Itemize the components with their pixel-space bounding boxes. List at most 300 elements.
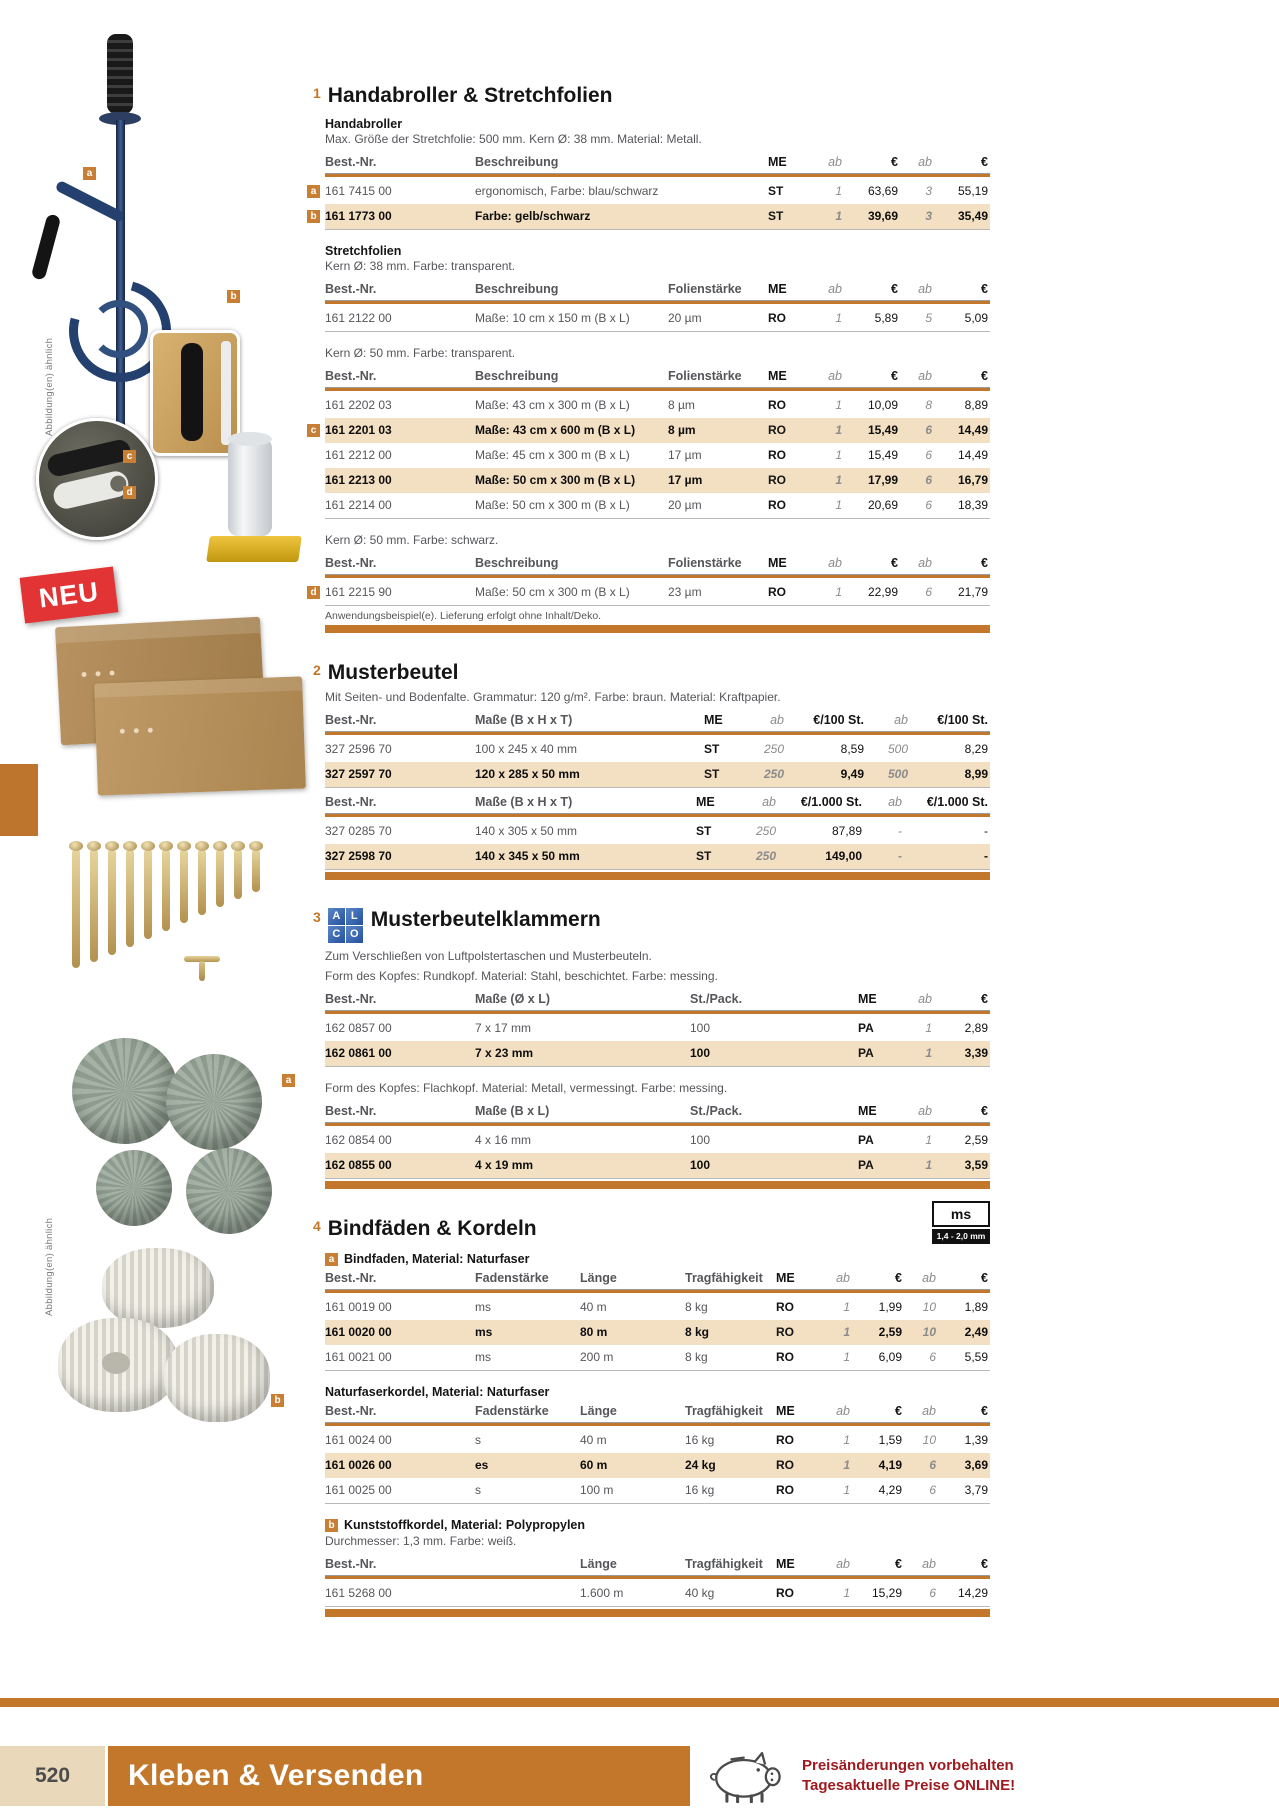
table-header-row xyxy=(325,1401,990,1423)
table-cell: 6 xyxy=(925,498,932,513)
column-header: ME xyxy=(768,556,787,571)
table-cell: 327 2596 70 xyxy=(325,742,392,757)
alco-letter: A xyxy=(328,908,345,925)
ms-badge-range: 1,4 - 2,0 mm xyxy=(932,1229,990,1244)
table-cell: 327 2598 70 xyxy=(325,849,392,864)
price-table xyxy=(325,279,990,332)
table-cell: 161 2122 00 xyxy=(325,311,392,326)
column-header: € xyxy=(891,556,898,571)
table-cell: 161 0019 00 xyxy=(325,1300,392,1315)
table-cell: 1 xyxy=(925,1158,932,1173)
header-rule xyxy=(325,814,990,817)
table-cell: 8 kg xyxy=(685,1325,710,1340)
group-description: Kern Ø: 38 mm. Farbe: transparent. xyxy=(325,259,516,274)
column-header: Fadenstärke xyxy=(475,1271,549,1286)
table-cell: 6 xyxy=(925,473,932,488)
table-row xyxy=(310,418,990,443)
clasp-pin xyxy=(144,850,152,939)
table-cell: 161 2201 03 xyxy=(325,423,392,438)
table-cell: 10,09 xyxy=(867,398,898,413)
header-rule xyxy=(325,575,990,578)
image-marker-d: d xyxy=(123,486,136,499)
table-cell: RO xyxy=(776,1483,794,1498)
section-description: Mit Seiten- und Bodenfalte. Grammatur: 120 g/m². Farbe: braun. Material: Kraftpapier. xyxy=(325,690,781,705)
table-cell: 1 xyxy=(925,1133,932,1148)
table-cell: 8 kg xyxy=(685,1350,708,1365)
column-header: € xyxy=(981,1104,988,1119)
section-title: Handabroller & Stretchfolien xyxy=(327,84,613,107)
table-cell: 18,39 xyxy=(957,498,988,513)
table-row xyxy=(325,1453,990,1478)
column-header: ME xyxy=(858,1104,877,1119)
table-cell: Maße: 43 cm x 300 m (B x L) xyxy=(475,398,630,413)
envelope-front xyxy=(94,676,306,795)
table-cell: - xyxy=(898,824,902,839)
group-description: Max. Größe der Stretchfolie: 500 mm. Kern Ø: 38 mm. Material: Metall. xyxy=(325,132,702,147)
column-header: ab xyxy=(828,282,842,297)
table-cell: 6 xyxy=(929,1458,936,1473)
column-header: ME xyxy=(704,713,723,728)
column-header xyxy=(475,1554,580,1575)
table-cell: s xyxy=(475,1483,481,1498)
column-header: € xyxy=(981,556,988,571)
table-cell: 161 0026 00 xyxy=(325,1458,392,1473)
table-cell: ergonomisch, Farbe: blau/schwarz xyxy=(475,184,659,199)
table-cell: PA xyxy=(858,1158,874,1173)
group-label: Bindfaden, Material: Naturfaser xyxy=(344,1252,530,1267)
group-subtitle: Stretchfolien xyxy=(325,244,402,259)
table-cell: 5,59 xyxy=(964,1350,988,1365)
column-header: St./Pack. xyxy=(690,1104,743,1119)
column-header: ME xyxy=(768,155,787,170)
table-cell: 8,59 xyxy=(840,742,864,757)
table-cell: 6 xyxy=(925,423,932,438)
twine-ball xyxy=(72,1038,178,1144)
clasp-pin-flat xyxy=(184,956,220,962)
column-header: Best.-Nr. xyxy=(325,1404,377,1419)
column-header: ab xyxy=(918,369,932,384)
clasp-pin xyxy=(90,850,98,962)
group-description: Kern Ø: 50 mm. Farbe: schwarz. xyxy=(325,533,499,548)
price-table xyxy=(325,1401,990,1504)
column-header: €/1.000 St. xyxy=(800,795,862,810)
table-cell: RO xyxy=(776,1433,794,1448)
group-label: Naturfaserkordel, Material: Naturfaser xyxy=(325,1385,550,1400)
price-table xyxy=(325,1101,990,1179)
twine-ball xyxy=(166,1054,262,1150)
table-cell: 1,99 xyxy=(878,1300,902,1315)
table-cell: 4,19 xyxy=(878,1458,902,1473)
table-cell: 140 x 345 x 50 mm xyxy=(475,849,580,864)
column-header: Maße (Ø x L) xyxy=(475,992,551,1007)
column-header: ab xyxy=(922,1557,936,1572)
table-cell: 1 xyxy=(843,1458,850,1473)
column-header: Maße (B x L) xyxy=(475,1104,550,1119)
table-cell: 20 µm xyxy=(668,498,702,513)
column-header: ab xyxy=(828,155,842,170)
column-header: ab xyxy=(918,1104,932,1119)
table-cell: 63,69 xyxy=(867,184,898,199)
section-number: 3 xyxy=(313,909,321,926)
table-cell: 250 xyxy=(755,849,776,864)
table-cell: ST xyxy=(696,849,712,864)
table-cell: 40 m xyxy=(580,1433,607,1448)
table-cell: RO xyxy=(768,585,786,600)
table-row xyxy=(325,468,990,493)
column-header: ab xyxy=(922,1404,936,1419)
table-cell: 3 xyxy=(925,209,932,224)
column-header: € xyxy=(891,282,898,297)
table-cell: 16 kg xyxy=(685,1483,715,1498)
table-cell: 140 x 305 x 50 mm xyxy=(475,824,578,839)
table-cell: RO xyxy=(776,1586,794,1601)
table-cell: 16,79 xyxy=(957,473,988,488)
table-cell: 35,49 xyxy=(957,209,988,224)
twine-ball xyxy=(96,1150,172,1226)
table-cell: 161 0021 00 xyxy=(325,1350,392,1365)
product-group xyxy=(325,1081,990,1179)
column-header: Folienstärke xyxy=(668,369,742,384)
table-cell: 3,69 xyxy=(964,1458,988,1473)
table-header-row xyxy=(325,553,990,575)
table-cell: PA xyxy=(858,1133,874,1148)
table-cell: 21,79 xyxy=(957,585,988,600)
table-row xyxy=(325,1581,990,1606)
table-cell: 100 m xyxy=(580,1483,614,1498)
table-cell: 87,89 xyxy=(831,824,862,839)
table-row xyxy=(325,762,990,787)
table-cell: 1 xyxy=(843,1483,850,1498)
header-rule xyxy=(325,1123,990,1126)
image-marker-a2: a xyxy=(282,1074,295,1087)
table-cell: 16 kg xyxy=(685,1433,715,1448)
table-cell: es xyxy=(475,1458,489,1473)
column-header: Best.-Nr. xyxy=(325,713,377,728)
table-header-row xyxy=(325,1268,990,1290)
table-cell: 5,89 xyxy=(874,311,898,326)
table-row xyxy=(325,819,990,844)
section-footnote: Anwendungsbeispiel(e). Lieferung erfolgt ohne Inhalt/Deko. xyxy=(325,610,602,623)
column-header: Best.-Nr. xyxy=(325,992,377,1007)
column-header: €/100 St. xyxy=(813,713,864,728)
footer-price-note xyxy=(690,1746,1279,1806)
table-cell: 2,49 xyxy=(964,1325,988,1340)
column-header: € xyxy=(895,1404,902,1419)
cord-roll xyxy=(58,1318,178,1412)
clasp-pin xyxy=(198,850,206,915)
product-group xyxy=(325,1252,990,1371)
table-cell: 327 0285 70 xyxy=(325,824,392,839)
product-group xyxy=(325,792,990,870)
product-group xyxy=(325,1385,990,1504)
table-cell: 250 xyxy=(763,767,784,782)
column-header: Best.-Nr. xyxy=(325,155,377,170)
table-header-row xyxy=(325,279,990,301)
section-title: Bindfäden & Kordeln xyxy=(327,1217,537,1241)
table-cell: 161 1773 00 xyxy=(325,209,392,224)
neu-badge: NEU xyxy=(20,566,119,623)
table-row xyxy=(325,1153,990,1178)
row-marker: b xyxy=(307,210,320,223)
table-cell: ms xyxy=(475,1325,493,1340)
header-rule xyxy=(325,1576,990,1579)
table-header-row xyxy=(325,792,990,814)
table-row xyxy=(310,179,990,204)
column-header: ME xyxy=(696,795,715,810)
table-cell: 162 0857 00 xyxy=(325,1021,392,1036)
table-cell: 10 xyxy=(922,1300,936,1315)
table-cell: 17,99 xyxy=(867,473,898,488)
section-title: Musterbeutel xyxy=(327,661,459,685)
column-header: ab xyxy=(836,1557,850,1572)
row-marker: c xyxy=(307,424,320,437)
cord-roll xyxy=(102,1248,214,1328)
column-header: € xyxy=(981,1271,988,1286)
alco-letter: C xyxy=(328,926,345,943)
footer-rule xyxy=(0,1698,1279,1707)
table-cell: 9,49 xyxy=(840,767,864,782)
table-cell: 40 m xyxy=(580,1300,607,1315)
column-header: Best.-Nr. xyxy=(325,1557,377,1572)
clasp-pin xyxy=(108,850,116,955)
column-header: ab xyxy=(828,556,842,571)
table-cell xyxy=(475,1581,580,1606)
table-cell: 8,89 xyxy=(964,398,988,413)
section-number: 4 xyxy=(313,1218,321,1235)
column-header: € xyxy=(981,369,988,384)
dispenser-lower-grip xyxy=(31,213,62,280)
clasp-pin xyxy=(126,850,134,947)
column-header: Folienstärke xyxy=(668,556,742,571)
table-header-row xyxy=(325,1101,990,1123)
table-cell: Maße: 50 cm x 300 m (B x L) xyxy=(475,585,630,600)
detail-handle xyxy=(181,343,203,441)
similar-images-note: Abbildung(en) ähnlich xyxy=(44,1217,55,1317)
price-table xyxy=(310,553,990,606)
group-marker: a xyxy=(325,1253,338,1266)
column-header: ME xyxy=(858,992,877,1007)
group-label-row xyxy=(325,1518,990,1532)
product-photo-kordel xyxy=(58,1248,286,1460)
group-marker: b xyxy=(325,1519,338,1532)
table-cell: 1 xyxy=(835,184,842,199)
header-rule xyxy=(325,174,990,177)
table-cell: 161 0025 00 xyxy=(325,1483,392,1498)
table-cell: 1.600 m xyxy=(580,1586,624,1601)
table-cell: ms xyxy=(475,1350,491,1365)
table-cell: 6 xyxy=(929,1350,936,1365)
group-description: Form des Kopfes: Rundkopf. Material: Stahl, beschichtet. Farbe: messing. xyxy=(325,969,718,984)
product-group xyxy=(310,533,990,606)
group-description: Form des Kopfes: Flachkopf. Material: Metall, vermessingt. Farbe: messing. xyxy=(325,1081,728,1096)
table-cell: 3 xyxy=(925,184,932,199)
table-cell: RO xyxy=(768,398,786,413)
table-cell: Maße: 45 cm x 300 m (B x L) xyxy=(475,448,630,463)
table-cell: Maße: 10 cm x 150 m (B x L) xyxy=(475,311,630,326)
table-cell: ST xyxy=(704,742,720,757)
table-cell: 1 xyxy=(835,398,842,413)
table-cell: 20,69 xyxy=(867,498,898,513)
table-cell: 2,89 xyxy=(964,1021,988,1036)
table-cell: 1,89 xyxy=(964,1300,988,1315)
clasp-pin xyxy=(180,850,188,923)
table-cell: RO xyxy=(768,311,786,326)
table-cell: 161 0024 00 xyxy=(325,1433,392,1448)
table-cell: 15,29 xyxy=(871,1586,902,1601)
table-header-row xyxy=(325,1554,990,1576)
column-header: Tragfähigkeit xyxy=(685,1557,763,1572)
table-cell: RO xyxy=(776,1458,794,1473)
section-end-bar xyxy=(325,872,990,880)
table-cell: 24 kg xyxy=(685,1458,716,1473)
table-header-row xyxy=(325,366,990,388)
image-marker-b2: b xyxy=(271,1394,284,1407)
table-cell: 15,49 xyxy=(867,448,898,463)
table-cell: 161 2212 00 xyxy=(325,448,392,463)
table-cell: PA xyxy=(858,1021,874,1036)
table-cell: ST xyxy=(768,184,784,199)
table-cell: RO xyxy=(768,448,786,463)
table-cell: 1 xyxy=(925,1021,932,1036)
table-cell: 6 xyxy=(925,448,932,463)
table-cell: 1 xyxy=(843,1325,850,1340)
table-cell: - xyxy=(898,849,902,864)
table-row xyxy=(325,443,990,468)
table-cell: 8 µm xyxy=(668,398,695,413)
column-header: ab xyxy=(918,556,932,571)
clasp-pin xyxy=(162,850,170,931)
table-cell: 2,59 xyxy=(878,1325,902,1340)
column-header: ME xyxy=(776,1271,795,1286)
image-marker-a: a xyxy=(83,167,96,180)
table-row xyxy=(325,1478,990,1503)
catalog-content xyxy=(310,84,990,1645)
category-title: Kleben & Versenden xyxy=(128,1759,424,1792)
table-cell: 161 0020 00 xyxy=(325,1325,392,1340)
column-header: Best.-Nr. xyxy=(325,1271,377,1286)
table-row xyxy=(325,393,990,418)
piggy-bank-icon xyxy=(704,1749,788,1803)
dispenser-arm xyxy=(55,180,126,223)
price-note-line1: Preisänderungen vorbehalten xyxy=(802,1756,1014,1774)
header-rule xyxy=(325,1423,990,1426)
table-cell: s xyxy=(475,1433,481,1448)
header-rule xyxy=(325,1290,990,1293)
column-header: ab xyxy=(918,155,932,170)
price-table xyxy=(325,1268,990,1371)
column-header: € xyxy=(895,1271,902,1286)
table-cell: Maße: 50 cm x 300 m (B x L) xyxy=(475,498,630,513)
column-header: € xyxy=(891,369,898,384)
table-cell: Farbe: gelb/schwarz xyxy=(475,209,591,224)
table-cell: 5,09 xyxy=(964,311,988,326)
column-header: Länge xyxy=(580,1271,617,1286)
stand-film-roll xyxy=(228,438,272,536)
product-photo-bindfaden xyxy=(68,1038,286,1250)
table-cell: 1,59 xyxy=(878,1433,902,1448)
table-cell: - xyxy=(984,824,988,839)
column-header: Tragfähigkeit xyxy=(685,1404,763,1419)
table-cell: 1 xyxy=(835,448,842,463)
column-header: Maße (B x H x T) xyxy=(475,795,573,810)
table-row xyxy=(310,204,990,229)
table-cell: 10 xyxy=(922,1325,936,1340)
table-cell: 1 xyxy=(843,1300,850,1315)
table-cell: 8 kg xyxy=(685,1300,708,1315)
table-cell: 161 5268 00 xyxy=(325,1586,392,1601)
column-header: ab xyxy=(918,282,932,297)
table-cell: RO xyxy=(776,1350,794,1365)
alco-logo xyxy=(328,908,363,943)
page-edge-tab xyxy=(0,764,38,836)
column-header: Beschreibung xyxy=(475,369,559,384)
table-cell: 14,29 xyxy=(957,1586,988,1601)
table-header-row xyxy=(325,710,990,732)
table-row xyxy=(325,1016,990,1041)
alco-letter: L xyxy=(346,908,363,925)
table-cell: 3,39 xyxy=(964,1046,988,1061)
table-cell: 1 xyxy=(835,209,842,224)
section-title: Musterbeutelklammern xyxy=(370,908,601,932)
table-cell: 17 µm xyxy=(668,473,703,488)
price-table xyxy=(325,989,990,1067)
column-header: € xyxy=(891,155,898,170)
column-header: ab xyxy=(762,795,776,810)
column-header: ab xyxy=(918,992,932,1007)
dispenser-spiral-inner xyxy=(90,300,148,358)
column-header: Best.-Nr. xyxy=(325,369,377,384)
table-cell: 500 xyxy=(887,742,908,757)
detail-film-edge xyxy=(221,341,231,445)
column-header: € xyxy=(981,1557,988,1572)
table-cell: RO xyxy=(768,473,786,488)
column-header: ME xyxy=(776,1557,795,1572)
section-bindfaeden-kordeln xyxy=(313,1206,990,1617)
row-marker: d xyxy=(307,586,320,599)
table-cell: 100 xyxy=(690,1158,711,1173)
column-header: Beschreibung xyxy=(475,556,559,571)
table-cell: RO xyxy=(768,498,786,513)
table-cell: ms xyxy=(475,1300,491,1315)
ms-thickness-badge xyxy=(932,1201,990,1244)
table-cell: 1 xyxy=(835,585,842,600)
table-cell: 162 0855 00 xyxy=(325,1158,392,1173)
product-photo-musterbeutel xyxy=(58,614,304,794)
header-rule xyxy=(325,301,990,304)
table-cell: 100 x 245 x 40 mm xyxy=(475,742,578,757)
table-cell: 100 xyxy=(690,1021,711,1036)
table-cell: ST xyxy=(768,209,784,224)
table-cell: 1 xyxy=(835,311,842,326)
table-cell: 80 m xyxy=(580,1325,608,1340)
column-header: Best.-Nr. xyxy=(325,1104,377,1119)
table-cell: 23 µm xyxy=(668,585,702,600)
table-cell: 200 m xyxy=(580,1350,614,1365)
column-header: Beschreibung xyxy=(475,282,559,297)
group-description: Durchmesser: 1,3 mm. Farbe: weiß. xyxy=(325,1534,517,1549)
table-cell: 6 xyxy=(929,1483,936,1498)
table-header-row xyxy=(325,152,990,174)
section-end-bar xyxy=(325,1181,990,1189)
group-subtitle: Handabroller xyxy=(325,117,403,132)
column-header: ab xyxy=(828,369,842,384)
table-cell: 1 xyxy=(835,473,842,488)
column-header: Maße (B x H x T) xyxy=(475,713,573,728)
group-description: Kern Ø: 50 mm. Farbe: transparent. xyxy=(325,346,516,361)
table-cell: 162 0861 00 xyxy=(325,1046,392,1061)
price-table xyxy=(325,710,990,788)
table-cell: 3,59 xyxy=(964,1158,988,1173)
